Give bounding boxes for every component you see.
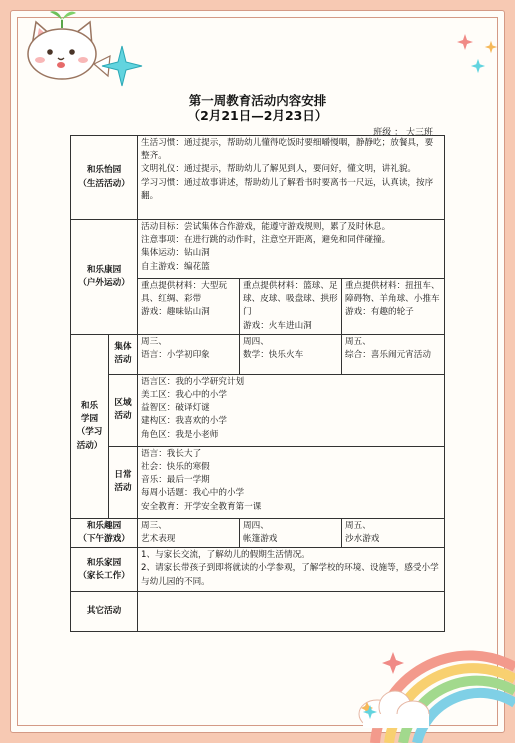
other-label: 其它活动 bbox=[71, 592, 138, 632]
lequ-col-3: 周五、 沙水游戏 bbox=[342, 518, 445, 547]
lexue-label: 和乐 学园 （学习 活动） bbox=[71, 334, 109, 518]
row-lejia bbox=[71, 548, 445, 592]
schedule-table bbox=[70, 135, 445, 632]
quyu-content: 语言区：我的小学研究计划 美工区：我心中的小学 益智区：破译灯谜 建构区：我喜欢的小学 角色区：我是小老师 bbox=[138, 374, 445, 446]
richang-label: 日常 活动 bbox=[109, 446, 138, 518]
leyi-content: 生活习惯：通过提示，帮助幼儿懂得吃饭时要细嚼慢咽，静静吃；放餐具，要整齐。 文明礼仪：通过提示，帮助幼儿了解见到人，要问好，懂文明，讲礼貌。 学习习惯：通过故事讲述，帮助幼儿了解看书时要离书一尺远，认真读，按序翻。 bbox=[138, 136, 445, 220]
cat-decoration-icon bbox=[14, 6, 114, 86]
lejia-content: 1、与家长交流，了解幼儿的假期生活情况。 2、请家长带孩子到即将就读的小学参观，了解学校的环境、设施等，感受小学与幼儿园的不同。 bbox=[138, 548, 445, 592]
row-lexue-richang bbox=[71, 446, 445, 518]
quyu-label: 区域 活动 bbox=[109, 374, 138, 446]
sparkle-star-icon bbox=[100, 44, 144, 88]
row-leyi bbox=[71, 136, 445, 220]
lekang-col-3: 重点提供材料：扭扭车、障碍物、羊角球、小推车 游戏：有趣的轮子 bbox=[342, 279, 445, 335]
page-title: 第一周教育活动内容安排 bbox=[188, 93, 327, 108]
date-range: （2月21日—2月23日） bbox=[187, 108, 328, 123]
jiti-col-3: 周五、 综合：喜乐闹元宵活动 bbox=[342, 334, 445, 374]
lekang-content: 活动目标：尝试集体合作游戏，能遵守游戏规则，累了及时休息。 注意事项：在进行跳的动作时，注意空开距离，避免和同伴碰撞。 集体运动：钻山洞 自主游戏：编花篮 bbox=[138, 220, 445, 279]
lequ-col-1: 周三、 艺术表现 bbox=[138, 518, 240, 547]
row-other bbox=[71, 592, 445, 632]
small-star-icon bbox=[484, 40, 498, 54]
jiti-col-1: 周三、 语言：小学初印象 bbox=[138, 334, 240, 374]
richang-content: 语言：我长大了 社会：快乐的寒假 音乐：最后一学期 每周小话题：我心中的小学 安全教育：开学安全教育第一课 bbox=[138, 446, 445, 518]
lequ-label: 和乐趣园 （下午游戏） bbox=[71, 518, 138, 547]
row-lexue-quyu bbox=[71, 374, 445, 446]
row-lequ bbox=[71, 518, 445, 547]
small-star-icon bbox=[470, 58, 486, 74]
cloud-rainbow-decoration-icon bbox=[355, 642, 515, 743]
small-star-icon bbox=[456, 33, 474, 51]
other-content bbox=[138, 592, 445, 632]
row-lekang bbox=[71, 220, 445, 279]
lekang-label: 和乐康园 （户外运动） bbox=[71, 220, 138, 335]
lekang-col-1: 重点提供材料：大型玩具、红绸、彩带 游戏：趣味钻山洞 bbox=[138, 279, 240, 335]
lekang-col-2: 重点提供材料：篮球、足球、皮球、吸盘球、拱形门 游戏：火车进山洞 bbox=[240, 279, 342, 335]
lequ-col-2: 周四、 帐篷游戏 bbox=[240, 518, 342, 547]
small-star-icon bbox=[362, 704, 378, 720]
jiti-label: 集体 活动 bbox=[109, 334, 138, 374]
row-lexue-jiti bbox=[71, 334, 445, 374]
jiti-col-2: 周四、 数学：快乐火车 bbox=[240, 334, 342, 374]
lejia-label: 和乐家园 （家长工作） bbox=[71, 548, 138, 592]
class-label: 班级 ： 大三班 bbox=[373, 128, 433, 138]
leyi-label: 和乐怡园 （生活活动） bbox=[71, 136, 138, 220]
